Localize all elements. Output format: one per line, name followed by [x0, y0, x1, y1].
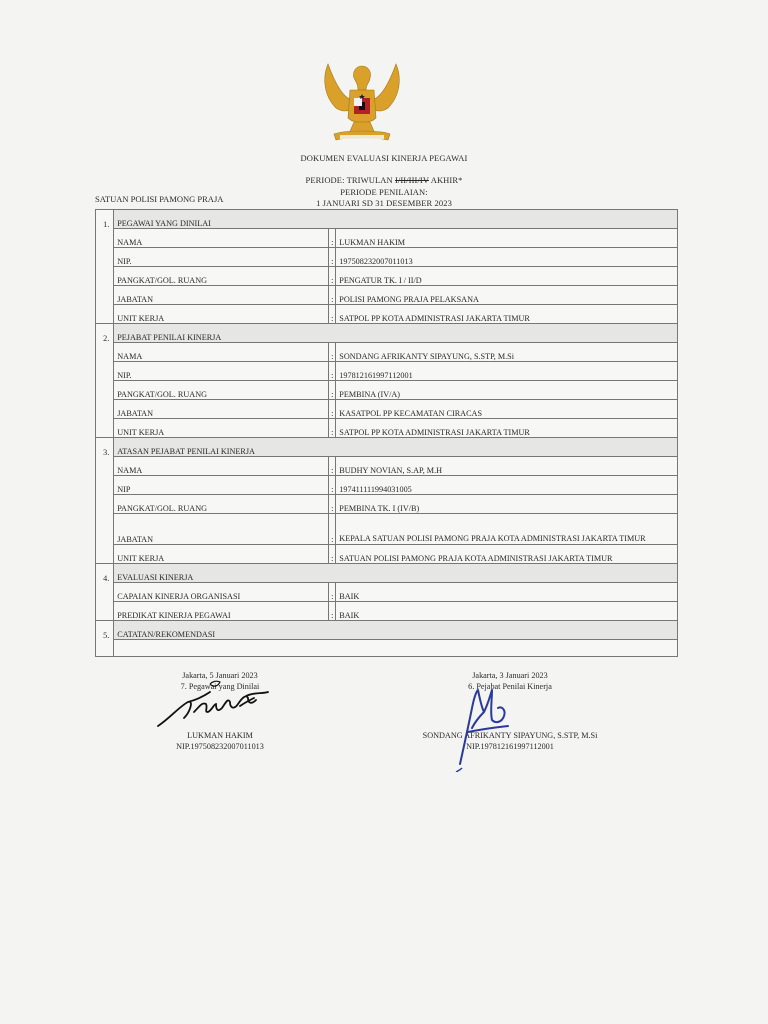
periode-penilaian-range: 1 JANUARI SD 31 DESEMBER 2023 — [316, 198, 452, 208]
section-number: 3. — [96, 438, 114, 457]
signature-place-date: Jakarta, 3 Januari 2023 — [472, 671, 548, 680]
row-label: JABATAN — [114, 286, 329, 305]
row-colon: : — [329, 514, 336, 545]
periode-struck-options: I/II/III/IV — [394, 175, 429, 185]
row-label: JABATAN — [114, 514, 329, 545]
row-value: LUKMAN HAKIM — [336, 229, 678, 248]
row-value: BAIK — [336, 602, 678, 621]
section-title: EVALUASI KINERJA — [114, 564, 678, 583]
row-value: KEPALA SATUAN POLISI PAMONG PRAJA KOTA ADMINISTRASI JAKARTA TIMUR — [336, 514, 678, 545]
signature-nip: NIP.197812161997112001 — [466, 742, 554, 751]
row-value: PEMBINA TK. I (IV/B) — [336, 495, 678, 514]
periode-prefix: PERIODE: TRIWULAN — [305, 175, 395, 185]
table-row — [96, 514, 678, 545]
row-label: PANGKAT/GOL. RUANG — [114, 267, 329, 286]
row-value: BAIK — [336, 583, 678, 602]
row-label: PREDIKAT KINERJA PEGAWAI — [114, 602, 329, 621]
section-header — [96, 621, 678, 640]
row-colon: : — [329, 583, 336, 602]
table-row — [96, 229, 678, 248]
signature-role: 6. Pejabat Penilai Kinerja — [468, 682, 552, 691]
row-colon: : — [329, 419, 336, 438]
row-label: PANGKAT/GOL. RUANG — [114, 381, 329, 400]
row-colon: : — [329, 305, 336, 324]
row-colon: : — [329, 343, 336, 362]
row-label: JABATAN — [114, 400, 329, 419]
section-header — [96, 564, 678, 583]
section-number: 1. — [96, 210, 114, 229]
signature-role: 7. Pegawai yang Dinilai — [180, 682, 260, 691]
table-row — [96, 545, 678, 564]
notes-row — [96, 640, 678, 657]
row-value: PENGATUR TK. I / II/D — [336, 267, 678, 286]
row-label: UNIT KERJA — [114, 545, 329, 564]
row-colon: : — [329, 286, 336, 305]
table-row — [96, 286, 678, 305]
row-label: NAMA — [114, 229, 329, 248]
garuda-emblem-icon — [318, 56, 406, 148]
table-row — [96, 419, 678, 438]
row-value: 197411111994031005 — [336, 476, 678, 495]
row-value: SONDANG AFRIKANTY SIPAYUNG, S.STP, M.Si — [336, 343, 678, 362]
row-colon: : — [329, 495, 336, 514]
signature-name: LUKMAN HAKIM — [187, 731, 253, 740]
row-colon: : — [329, 400, 336, 419]
handwritten-signature-employee — [150, 672, 280, 732]
section-number: 2. — [96, 324, 114, 343]
section-title: CATATAN/REKOMENDASI — [114, 621, 678, 640]
row-value: POLISI PAMONG PRAJA PELAKSANA — [336, 286, 678, 305]
row-colon: : — [329, 457, 336, 476]
row-label: NAMA — [114, 457, 329, 476]
section-title: PEJABAT PENILAI KINERJA — [114, 324, 678, 343]
table-row — [96, 343, 678, 362]
table-row — [96, 305, 678, 324]
periode-suffix: AKHIR* — [428, 175, 463, 185]
row-colon: : — [329, 362, 336, 381]
row-label: NIP — [114, 476, 329, 495]
handwritten-signature-assessor — [448, 672, 518, 772]
table-row — [96, 248, 678, 267]
row-colon: : — [329, 248, 336, 267]
row-value: BUDHY NOVIAN, S.AP, M.H — [336, 457, 678, 476]
table-row — [96, 362, 678, 381]
row-value: SATPOL PP KOTA ADMINISTRASI JAKARTA TIMUR — [336, 305, 678, 324]
document-title: DOKUMEN EVALUASI KINERJA PEGAWAI — [300, 153, 468, 163]
notes-cell — [114, 640, 678, 657]
section-title: PEGAWAI YANG DINILAI — [114, 210, 678, 229]
table-row — [96, 267, 678, 286]
signature-nip: NIP.197508232007011013 — [176, 742, 264, 751]
row-value: PEMBINA (IV/A) — [336, 381, 678, 400]
table-row — [96, 457, 678, 476]
section-header — [96, 324, 678, 343]
row-label: NIP. — [114, 362, 329, 381]
row-label: UNIT KERJA — [114, 419, 329, 438]
table-row — [96, 495, 678, 514]
table-row — [96, 400, 678, 419]
periode-line — [0, 175, 768, 185]
row-colon: : — [329, 381, 336, 400]
section-header — [96, 438, 678, 457]
section-number: 5. — [96, 621, 114, 640]
table-row — [96, 602, 678, 621]
row-label: PANGKAT/GOL. RUANG — [114, 495, 329, 514]
periode-penilaian-label: PERIODE PENILAIAN: — [340, 187, 428, 197]
satuan-name: SATUAN POLISI PAMONG PRAJA — [95, 194, 224, 204]
row-label: NIP. — [114, 248, 329, 267]
row-colon: : — [329, 545, 336, 564]
row-label: CAPAIAN KINERJA ORGANISASI — [114, 583, 329, 602]
row-value: 197508232007011013 — [336, 248, 678, 267]
row-label: UNIT KERJA — [114, 305, 329, 324]
row-colon: : — [329, 476, 336, 495]
table-row — [96, 476, 678, 495]
evaluation-table — [95, 209, 678, 657]
table-row — [96, 583, 678, 602]
row-label: NAMA — [114, 343, 329, 362]
row-colon: : — [329, 602, 336, 621]
row-colon: : — [329, 229, 336, 248]
table-row — [96, 381, 678, 400]
section-title: ATASAN PEJABAT PENILAI KINERJA — [114, 438, 678, 457]
row-value: KASATPOL PP KECAMATAN CIRACAS — [336, 400, 678, 419]
row-value: SATUAN POLISI PAMONG PRAJA KOTA ADMINISTRASI JAKARTA TIMUR — [336, 545, 678, 564]
section-header — [96, 210, 678, 229]
row-value: 197812161997112001 — [336, 362, 678, 381]
signature-name: SONDANG AFRIKANTY SIPAYUNG, S.STP, M.Si — [422, 731, 598, 740]
row-value: SATPOL PP KOTA ADMINISTRASI JAKARTA TIMUR — [336, 419, 678, 438]
signature-place-date: Jakarta, 5 Januari 2023 — [182, 671, 258, 680]
section-number: 4. — [96, 564, 114, 583]
row-colon: : — [329, 267, 336, 286]
